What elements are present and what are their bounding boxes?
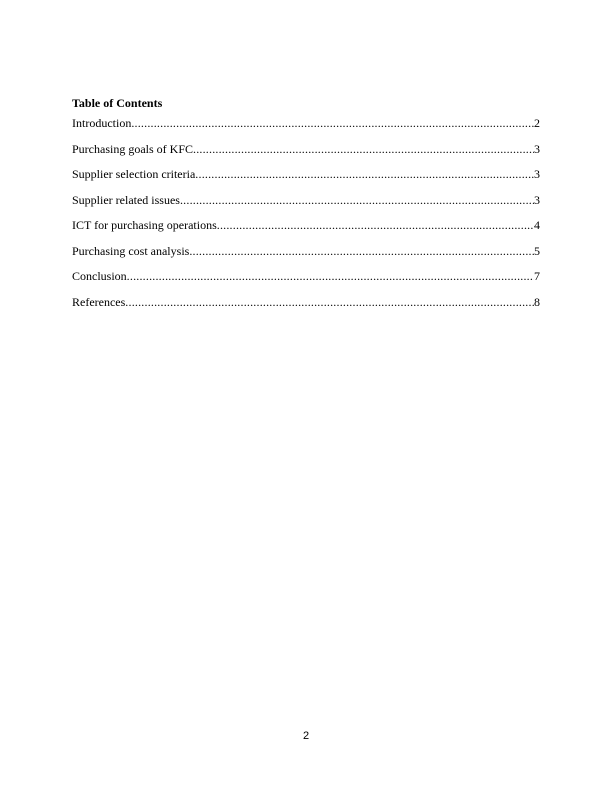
toc-dot-leader <box>189 244 534 258</box>
toc-entry-page: 2 <box>534 116 540 130</box>
toc-dot-leader <box>127 269 534 283</box>
toc-entry-title[interactable]: References <box>72 294 126 309</box>
toc-entry-title[interactable]: Purchasing cost analysis <box>72 243 190 258</box>
toc-entry-supplier-issues[interactable] <box>72 193 540 207</box>
toc-entry-page: 3 <box>534 167 540 181</box>
toc-heading: Table of Contents <box>72 96 163 110</box>
toc-entry-introduction[interactable] <box>72 116 540 130</box>
page-number: 2 <box>302 730 310 742</box>
toc-entry-conclusion[interactable] <box>72 269 540 283</box>
toc-dot-leader <box>125 295 534 309</box>
toc-list <box>72 116 540 320</box>
toc-dot-leader <box>131 116 534 130</box>
toc-entry-purchasing-goals[interactable] <box>72 142 540 156</box>
toc-entry-supplier-selection[interactable] <box>72 167 540 181</box>
toc-entry-title[interactable]: Supplier selection criteria <box>72 167 196 181</box>
toc-entry-title[interactable]: ICT for purchasing operations <box>72 218 217 232</box>
toc-entry-ict[interactable] <box>72 218 540 232</box>
toc-entry-page: 5 <box>534 243 540 258</box>
toc-dot-leader <box>193 142 534 156</box>
toc-entry-page: 3 <box>534 141 540 156</box>
toc-entry-page: 8 <box>534 294 540 309</box>
toc-dot-leader <box>217 218 534 232</box>
toc-entry-page: 4 <box>534 218 540 232</box>
toc-dot-leader <box>195 167 534 181</box>
toc-entry-title[interactable]: Supplier related issues <box>72 192 180 207</box>
toc-entry-page: 3 <box>534 192 540 207</box>
toc-entry-title[interactable]: Conclusion <box>72 269 127 283</box>
toc-entry-page: 7 <box>534 269 540 283</box>
toc-entry-cost-analysis[interactable] <box>72 244 540 258</box>
toc-dot-leader <box>180 193 534 207</box>
toc-entry-references[interactable] <box>72 295 540 309</box>
toc-entry-title[interactable]: Introduction <box>72 116 132 130</box>
toc-entry-title[interactable]: Purchasing goals of KFC <box>72 141 193 156</box>
